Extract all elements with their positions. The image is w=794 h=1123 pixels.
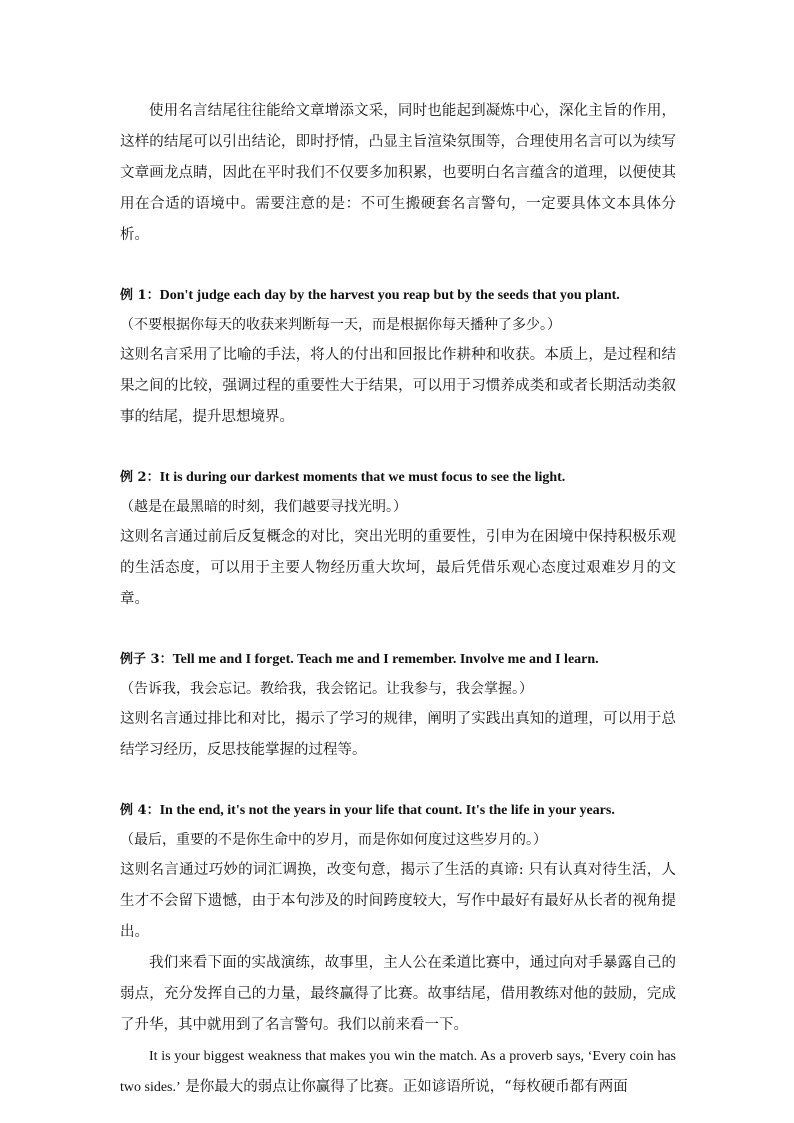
example-heading [120,646,676,674]
example-quote: Tell me and I forget. Teach me and I remember. Involve me and I learn. [172,652,599,667]
example-heading [120,282,676,310]
intro-paragraph: 使用名言结尾往往能给文章增添文采，同时也能起到凝炼中心，深化主旨的作用，这样的结尾可以引出结论，即时抒情，凸显主旨渲染氛围等，合理使用名言可以为续写文章画龙点睛，因此在平时我们不仅要多加积累，也要明白名言蕴含的道理，以便使其用在合适的语境中。需要注意的是：不可生搬硬套名言警句，一定要具体文本具体分析。 [120,103,676,243]
example-label: 例 4： [120,803,160,818]
example-quote: It is during our darkest moments that we must focus to see the light. [159,470,566,485]
example-label: 例 1： [120,288,160,303]
example-heading [120,464,676,492]
example-analysis: 这则名言通过前后反复概念的对比，突出光明的重要性，引申为在困境中保持积极乐观的生活态度，可以用于主要人物经历重大坎坷，最后凭借乐观心态度过艰难岁月的文章。 [120,529,676,607]
spacer [120,251,676,282]
example-heading [120,797,676,825]
example-quote: Don't judge each day by the harvest you reap but by the seeds that you plant. [159,288,620,303]
spacer [120,766,676,797]
practice-paragraph: 我们来看下面的实战演练，故事里，主人公在柔道比赛中，通过向对手暴露自己的弱点，充分发挥自己的力量，最终赢得了比赛。故事结尾，借用教练对他的鼓励，完成了升华，其中就用到了名言警句。我们以前来看一下。 [120,955,676,1033]
closing-paragraph [120,1041,676,1103]
example-analysis: 这则名言通过巧妙的词汇调换，改变句意，揭示了生活的真谛: 只有认真对待生活，人生才不会留下遗憾，由于本句涉及的时间跨度较大，写作中最好有最好从长者的视角提出。 [120,862,676,940]
example-block-4 [120,797,676,948]
spacer [120,615,676,646]
example-translation: （不要根据你每天的收获来判断每一天，而是根据你每天播种了多少。） [120,317,561,333]
spacer [120,433,676,464]
example-block-1 [120,282,676,433]
closing-chinese: 是你最大的弱点让你赢得了比赛。正如谚语所说，“每枚硬币都有两面 [180,1079,628,1095]
closing-english: It is your biggest weakness that makes you win the match. As a proverb says, ‘Every coin has two sides.’ [120,1049,676,1095]
example-block-3 [120,646,676,766]
example-quote: In the end, it's not the years in your life that count. It's the life in your years. [159,803,615,818]
document-page [120,96,676,1103]
example-analysis: 这则名言采用了比喻的手法，将人的付出和回报比作耕种和收获。本质上，是过程和结果之间的比较，强调过程的重要性大于结果，可以用于习惯养成类和或者长期活动类叙事的结尾，提升思想境界。 [120,347,676,425]
example-block-2 [120,464,676,615]
example-translation: （告诉我，我会忘记。教给我，我会铭记。让我参与，我会掌握。） [120,681,533,697]
example-translation: （最后，重要的不是你生命中的岁月，而是你如何度过这些岁月的。） [120,832,547,848]
example-analysis: 这则名言通过排比和对比，揭示了学习的规律，阐明了实践出真知的道理，可以用于总结学习经历，反思技能掌握的过程等。 [120,711,676,758]
example-label: 例 2： [120,470,160,485]
example-translation: （越是在最黑暗的时刻，我们越要寻找光明。） [120,499,407,515]
example-label: 例子 3： [120,652,173,667]
